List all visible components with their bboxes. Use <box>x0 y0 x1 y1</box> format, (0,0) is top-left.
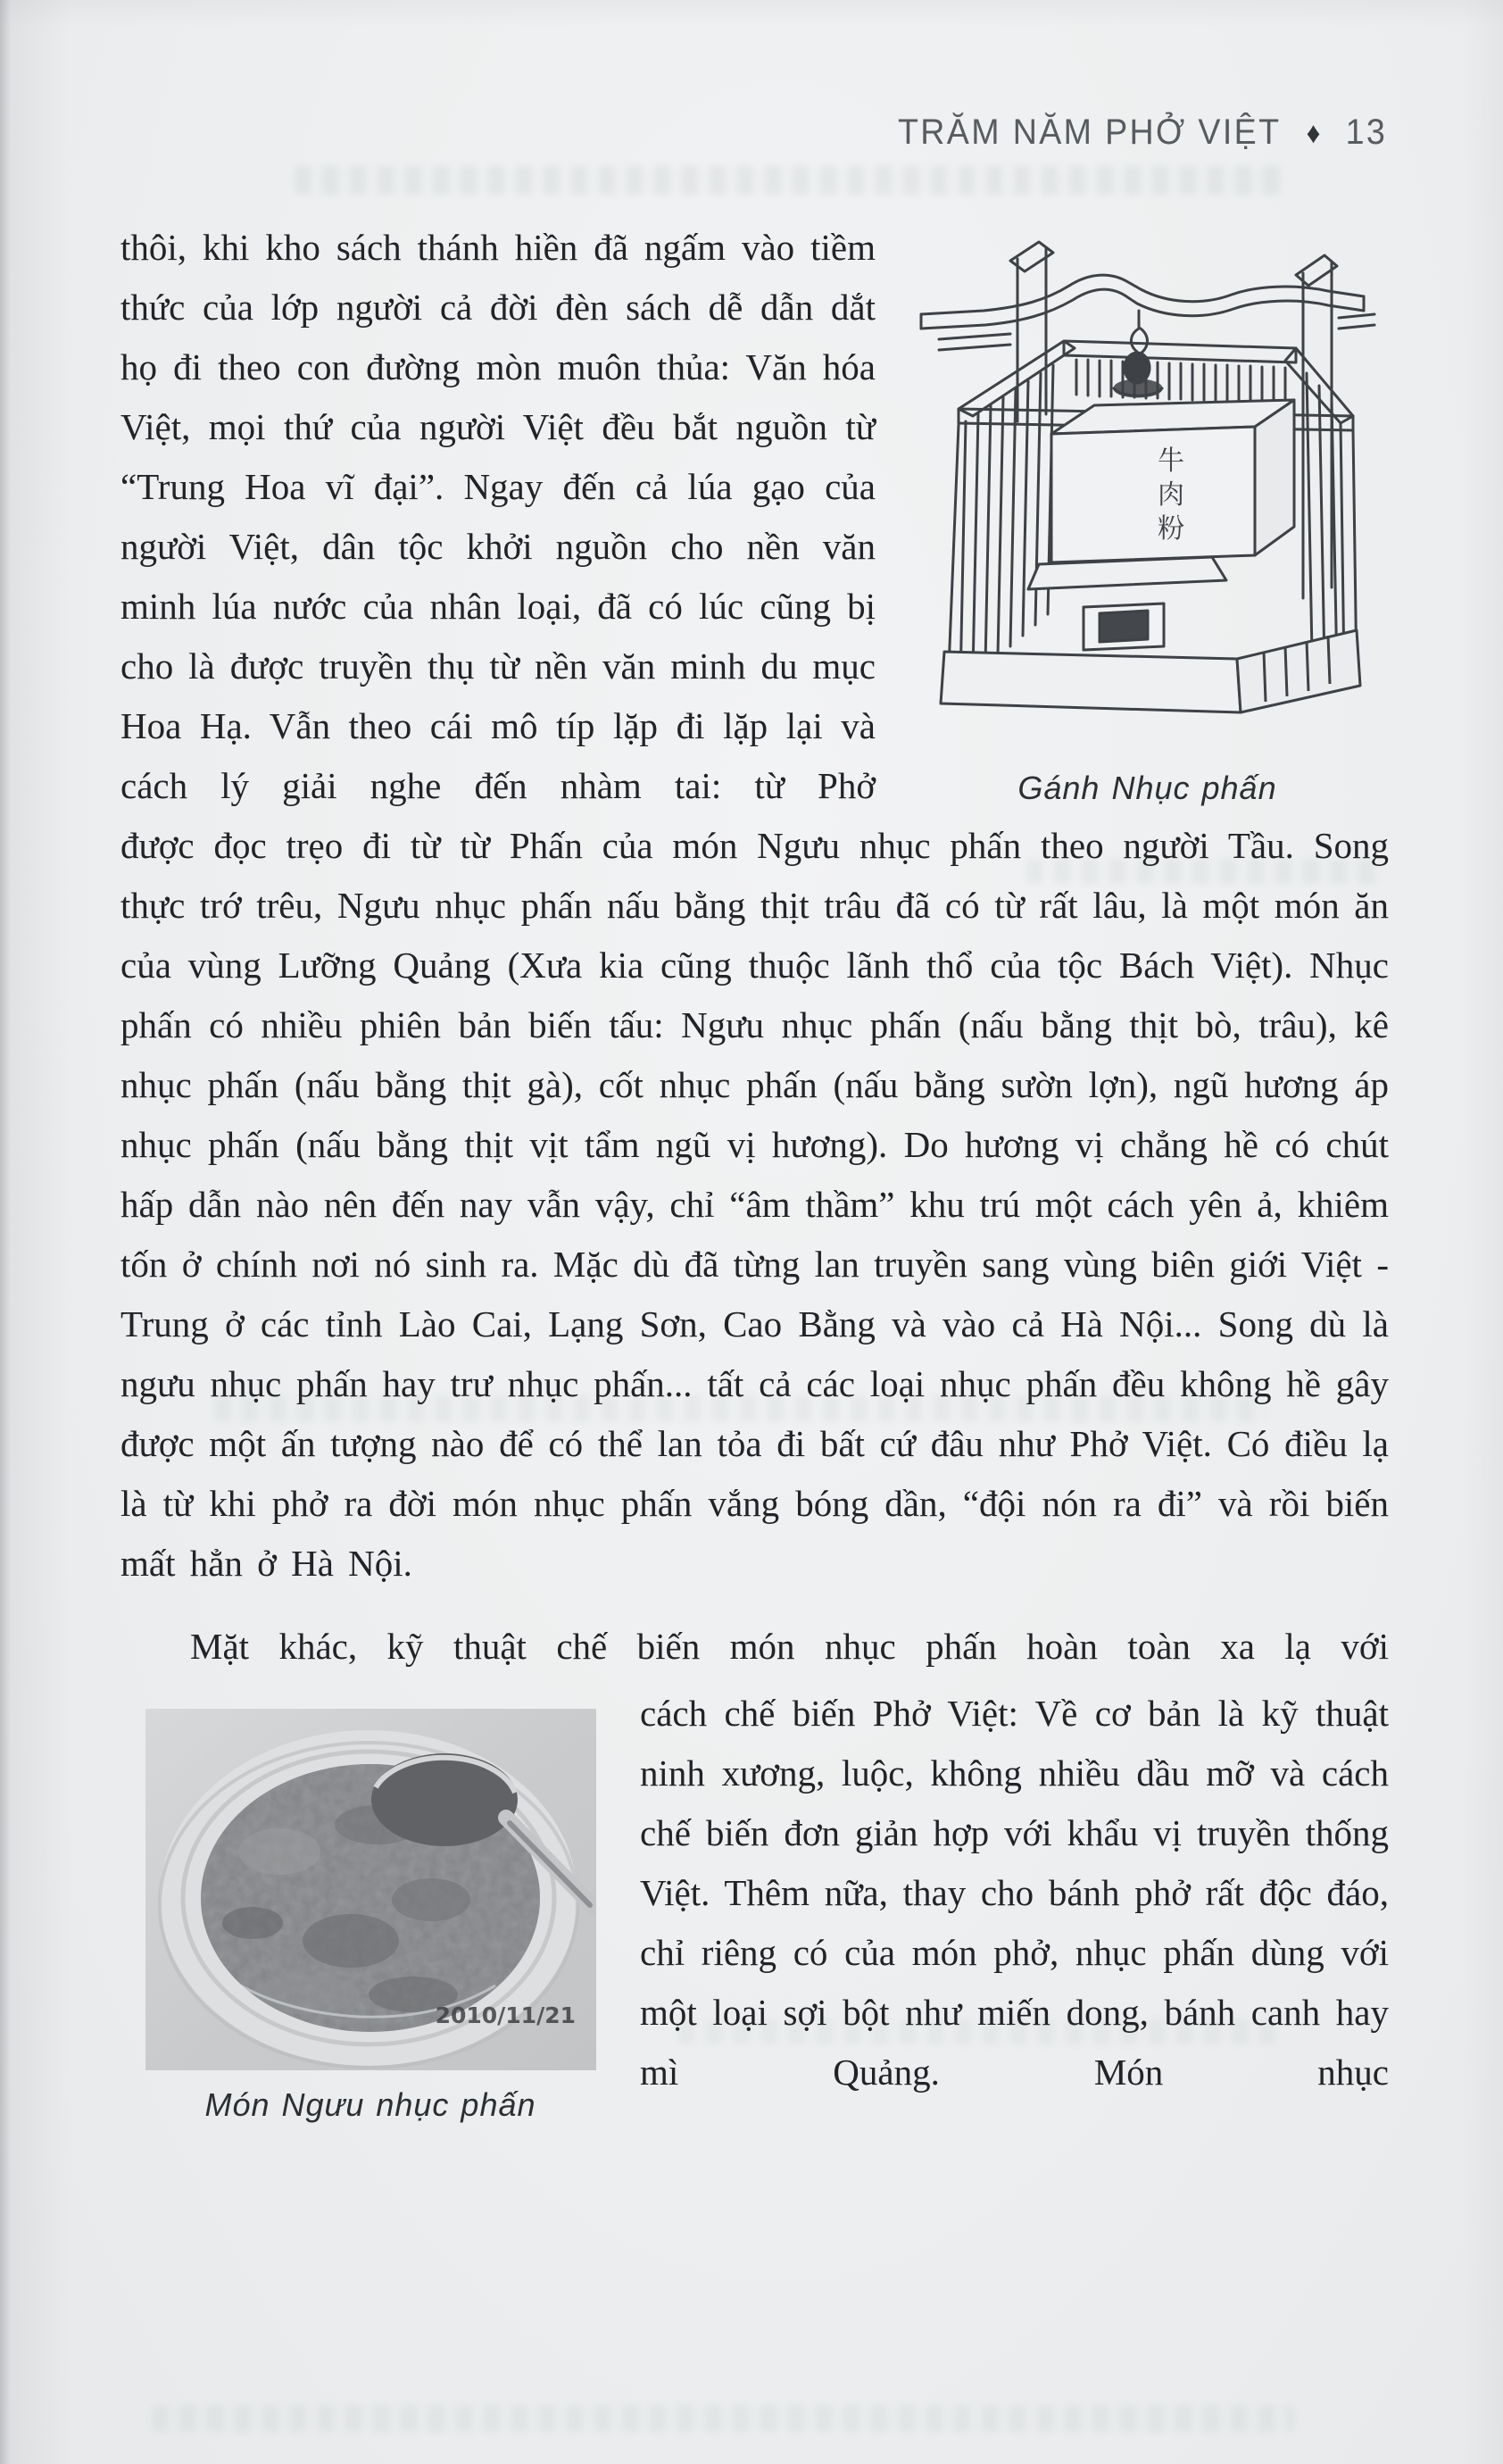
photo-caption: Món Ngưu nhục phấn <box>204 2086 536 2123</box>
page-body <box>120 218 1389 2125</box>
bleed-through-artifact <box>295 166 1285 195</box>
diamond-icon: ♦ <box>1306 115 1321 149</box>
top-section <box>120 218 1389 816</box>
box-character-2: 肉 <box>1157 479 1184 511</box>
body-paragraph-1-narrow: thôi, khi kho sách thánh hiền đã ngấm vào tiềm thức của lớp người cả đời đèn sách dễ dẫn dắt họ đi theo con đường mòn muôn thủa: Văn hóa Việt, mọi thứ của người Việt đều bắt nguồn từ “Trung Hoa vĩ đại”. Ngay đến cả lúa gạo của người Việt, dân tộc khởi nguồn cho nền văn minh lúa nước của nhân loại, đã có lúc cũng bị cho là được truyền thụ từ nền văn minh du mục Hoa Hạ. Vẫn theo cái mô típ lặp đi lặp lại và cách lý giải nghe đến nhàm tai: từ Phở <box>120 227 876 806</box>
page-number: 13 <box>1345 112 1387 152</box>
street-vendor-stall-illustration <box>907 227 1389 753</box>
photo-figure <box>120 1684 620 2125</box>
page-header <box>898 112 1387 153</box>
running-title: TRĂM NĂM PHỞ VIỆT <box>897 112 1282 152</box>
body-paragraph-2-continued: cách chế biến Phở Việt: Về cơ bản là kỹ thuật ninh xương, luộc, không nhiều dầu mỡ và cách chế biến đơn giản hợp với khẩu vị truyền thống Việt. Thêm nữa, thay cho bánh phở rất độc đáo, chỉ riêng có của món phở, nhục phấn dùng với một loại sợi bột như miến dong, bánh canh hay mì Quảng. Món nhục <box>640 1693 1389 2093</box>
illustration-caption: Gánh Nhục phấn <box>1017 770 1277 806</box>
body-paragraph-2-first-line: Mặt khác, kỹ thuật chế biến món nhục phấn hoàn toàn xa lạ với <box>190 1626 1389 1667</box>
bottom-section <box>120 1684 1389 2125</box>
box-character-1: 牛 <box>1157 445 1184 477</box>
photo-date-stamp: 2010/11/21 <box>435 2002 576 2028</box>
box-character-3: 粉 <box>1157 513 1184 545</box>
body-paragraph-1-continued: được đọc trẹo đi từ từ Phấn của món Ngưu nhục phấn theo người Tầu. Song thực trớ trêu, Ngưu nhục phấn nấu bằng thịt trâu đã có từ rất lâu, là một món ăn của vùng Lưỡng Quảng (Xưa kia cũng thuộc lãnh thổ của tộc Bách Việt). Nhục phấn có nhiều phiên bản biến tấu: Ngưu nhục phấn (nấu bằng thịt bò, trâu), kê nhục phấn (nấu bằng thịt gà), cốt nhục phấn (nấu bằng sườn lợn), ngũ hương áp nhục phấn (nấu bằng thịt vịt tẩm ngũ vị hương). Do hương vị chẳng hề có chút hấp dẫn nào nên đến nay vẫn vậy, chỉ “âm thầm” khu trú một cách yên ả, khiêm tốn ở chính nơi nó sinh ra. Mặc dù đã từng lan truyền sang vùng biên giới Việt - Trung ở các tỉnh Lào Cai, Lạng Sơn, Cao Bằng và vào cả Hà Nội... Song dù là ngưu nhục phấn hay trư nhục phấn... tất cả các loại nhục phấn đều không hề gây được một ấn tượng nào để có thể lan tỏa đi bất cứ đâu như Phở Việt. Có điều lạ là từ khi phở ra đời món nhục phấn vắng bóng dần, “đội nón ra đi” và rồi biến mất hẳn ở Hà Nội. <box>120 825 1389 1584</box>
illustration-figure <box>906 218 1389 808</box>
bleed-through-artifact <box>152 2405 1294 2432</box>
beef-noodle-bowl-photo <box>145 1709 596 2070</box>
